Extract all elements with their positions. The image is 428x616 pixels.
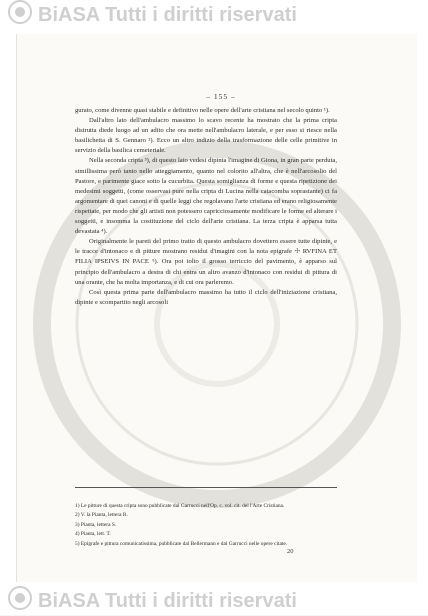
page-number: – 155 – <box>206 92 236 101</box>
paragraph: Originalmente le pareti del primo tratto di questo ambulacro dovettero essere tutte dipinte, e le tracce d'intonaco e di pitture mostrano residui d'imagini con la nota epigrafe ☩ RVFINA ET FILIA IPSEIVS IN PACE ⁵). Ora poi tolto il grosso terriccio del pavimento, è apparso sul principio dell'ambulacro a destra di chi entra un altro avanzo d'intonaco con residui di pittura di una orante, che ha molta importanza, e di cui ora parleremo. <box>75 238 337 286</box>
footnote: 5) Epigrafe e pittura comunicatissima, pubblicate dal Bellermann e dal Garrucci nelle opere citate. <box>75 540 288 547</box>
paragraph: Dall'altro lato dell'ambulacro massimo lo scavo recente ha mostrato che la prima cripta distrutta diede luogo ad un adito che ora mette nell'ambulacro laterale, e per esso si riesce nella basilichetta di S. Gennaro ²). Ecco un altro indizio della trasformazione delle celle primitive in servizio della basilica cemeteriale. <box>75 117 337 155</box>
watermark-bottom-text: BiASA Tutti i diritti riservati <box>38 590 297 612</box>
footnotes <box>75 502 337 549</box>
footnote: 1) Le pitture di questa cripta sono pubblicate dal Garrucci nell'Op. c. vol. cit. del l'Arte Cristiana. <box>75 503 285 509</box>
biasa-logo-icon <box>8 586 32 610</box>
footnote-rule <box>75 487 337 488</box>
document-page <box>16 34 417 582</box>
watermark-bottom <box>0 586 428 616</box>
paragraph: gurato, come divenne quasi stabile e definitivo nelle opere dell'arte cristiana nel secolo quinto ¹). <box>75 107 330 114</box>
biasa-logo-icon <box>8 0 32 24</box>
signature-mark: 20 <box>287 548 294 555</box>
watermark-top <box>0 0 428 30</box>
paragraph: Nella seconda cripta ³), di questo lato vedesi dipinta l'imagine di Giona, in gran parte perduta, simillissima però tanto nello atteggiamento, quanto nel colorito all'altra, che è nell'arcosolio del Pastore, e parimente giace sotto la cucurbita. Questa somiglianza di forme e questa ripetizione dei medesimi soggetti, (come osservasi pure nella cripta di Lucina nella catacomba soprastante) ci fa argomentare di quei canoni e di quelle leggi che regolavano l'arte cristiana ed erano religiosamente rispettate, per modo che gli artisti non potessero capricciosamente modificare le forme ed alterare i soggetti, e insomma la costituzione del ciclo dell'arte cristiana. La terza cripta è apparsa tutta devastata ⁴). <box>75 157 337 236</box>
footnote: 3) Pianta, lettera S. <box>75 521 117 528</box>
body-text <box>75 106 337 308</box>
paragraph: Così questa prima parte dell'ambulacro massimo ha tutto il ciclo dell'iniziazione cristiana, dipinte e scompartito negli arcosoli <box>75 288 337 306</box>
footnote: 4) Pianta, lett. T. <box>75 531 111 538</box>
footnote: 2) V. la Pianta, lettera R. <box>75 512 128 519</box>
watermark-top-text: BiASA Tutti i diritti riservati <box>38 4 297 26</box>
